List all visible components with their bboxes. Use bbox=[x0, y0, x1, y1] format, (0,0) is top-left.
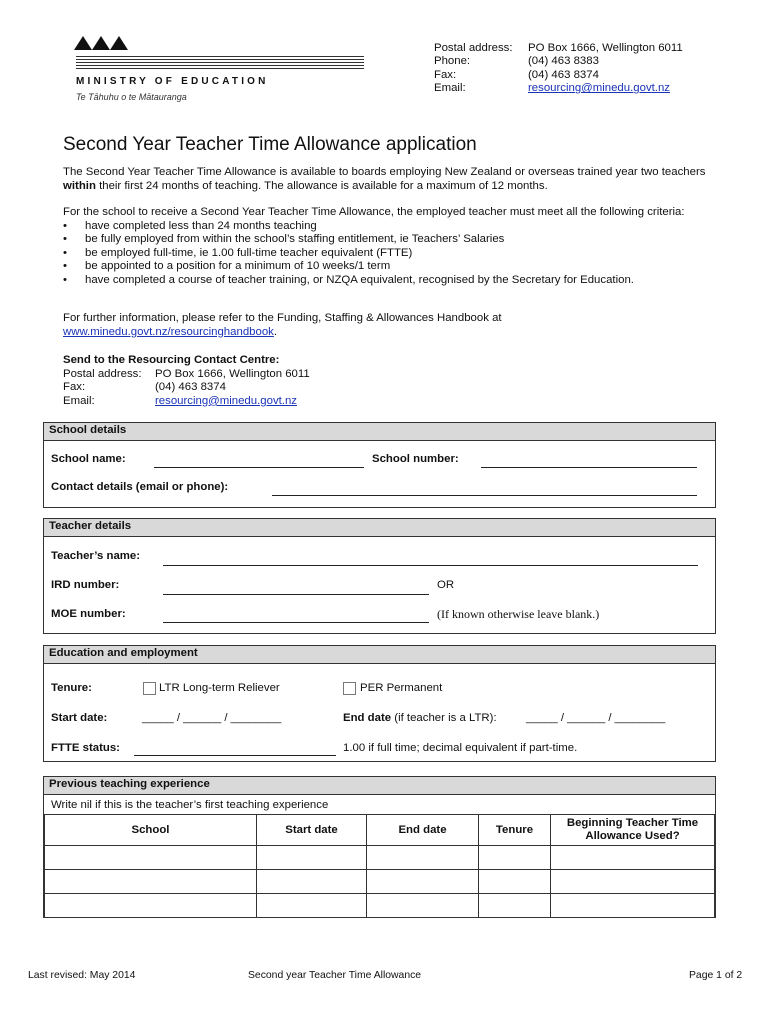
footer-title: Second year Teacher Time Allowance bbox=[248, 970, 422, 981]
table-row bbox=[45, 894, 715, 918]
table-cell[interactable] bbox=[367, 846, 479, 870]
handbook-link[interactable]: www.minedu.govt.nz/resourcinghandbook bbox=[63, 325, 274, 338]
table-cell[interactable] bbox=[45, 846, 257, 870]
ltr-option-label: LTR Long-term Reliever bbox=[159, 682, 280, 694]
intro-bold: within bbox=[63, 179, 96, 192]
send-label: Email: bbox=[63, 394, 95, 407]
ftte-note: 1.00 if full time; decimal equivalent if part-time. bbox=[343, 742, 578, 754]
ministry-name: MINISTRY OF EDUCATION bbox=[76, 76, 269, 87]
column-header: Start date bbox=[257, 815, 367, 846]
send-heading: Send to the Resourcing Contact Centre: bbox=[63, 354, 280, 366]
tenure-label: Tenure: bbox=[51, 682, 92, 694]
end-date-note: (if teacher is a LTR): bbox=[391, 712, 497, 724]
section-heading: Education and employment bbox=[44, 646, 715, 664]
table-cell[interactable] bbox=[479, 846, 551, 870]
maori-name: Te Tāhuhu o te Mātauranga bbox=[76, 92, 187, 102]
table-cell[interactable] bbox=[551, 894, 715, 918]
further-info bbox=[63, 312, 723, 339]
moe-number-field[interactable] bbox=[163, 622, 429, 623]
table-cell[interactable] bbox=[257, 846, 367, 870]
contact-details-field[interactable] bbox=[272, 495, 697, 496]
school-name-field[interactable] bbox=[154, 467, 364, 468]
teacher-name-label: Teacher’s name: bbox=[51, 550, 141, 562]
contact-value: (04) 463 8383 bbox=[528, 55, 599, 68]
intro-text: their first 24 months of teaching. The allowance is available for a maximum of 12 months. bbox=[95, 179, 548, 192]
ltr-checkbox[interactable] bbox=[143, 682, 156, 695]
ftte-status-field[interactable] bbox=[134, 755, 336, 756]
teacher-details-section bbox=[43, 518, 716, 634]
school-name-label: School name: bbox=[51, 453, 126, 465]
table-cell[interactable] bbox=[45, 870, 257, 894]
footer-revised: Last revised: May 2014 bbox=[28, 970, 136, 981]
school-number-label: School number: bbox=[372, 453, 459, 465]
list-item: • be employed full-time, ie 1.00 full-time teacher equivalent (FTTE) bbox=[63, 247, 723, 261]
school-details-section bbox=[43, 422, 716, 508]
list-item: • be appointed to a position for a minimum of 10 weeks/1 term bbox=[63, 260, 723, 274]
contact-value: PO Box 1666, Wellington 6011 bbox=[528, 42, 683, 54]
contact-label: Fax: bbox=[434, 68, 457, 81]
or-text: OR bbox=[437, 579, 455, 591]
school-number-field[interactable] bbox=[481, 467, 697, 468]
end-date-bold: End date bbox=[343, 712, 392, 724]
send-label: Postal address: bbox=[63, 367, 142, 380]
column-header: End date bbox=[367, 815, 479, 846]
table-cell[interactable] bbox=[257, 870, 367, 894]
send-to-section bbox=[63, 354, 310, 408]
table-row bbox=[45, 870, 715, 894]
education-employment-section bbox=[43, 645, 716, 762]
previous-experience-section bbox=[43, 776, 716, 918]
table-row bbox=[45, 846, 715, 870]
table-cell[interactable] bbox=[367, 870, 479, 894]
footer-page: Page 1 of 2 bbox=[689, 970, 743, 981]
end-date-field[interactable]: _____ / ______ / ________ bbox=[526, 712, 666, 724]
per-checkbox[interactable] bbox=[343, 682, 356, 695]
logo-text bbox=[74, 36, 374, 108]
start-date-label: Start date: bbox=[51, 712, 108, 724]
ird-number-field[interactable] bbox=[163, 594, 429, 595]
moe-hint: (If known otherwise leave blank.) bbox=[437, 607, 600, 621]
column-header: Beginning Teacher Time Allowance Used? bbox=[551, 815, 715, 846]
section-heading: Previous teaching experience bbox=[44, 777, 715, 795]
table-cell[interactable] bbox=[367, 894, 479, 918]
contact-value: (04) 463 8374 bbox=[528, 68, 599, 81]
contact-label: Postal address: bbox=[434, 42, 513, 54]
table-cell[interactable] bbox=[479, 894, 551, 918]
send-value: PO Box 1666, Wellington 6011 bbox=[155, 367, 310, 380]
criteria-intro: For the school to receive a Second Year Teacher Time Allowance, the employed teacher must meet all the following criteria: bbox=[63, 206, 685, 218]
criteria-paragraph bbox=[63, 206, 723, 288]
table-cell[interactable] bbox=[45, 894, 257, 918]
criteria-list bbox=[63, 220, 723, 288]
email-link[interactable]: resourcing@minedu.govt.nz bbox=[528, 82, 670, 95]
contact-details-label: Contact details (email or phone): bbox=[51, 481, 229, 493]
previous-note: Write nil if this is the teacher’s first teaching experience bbox=[51, 799, 329, 811]
intro-paragraph bbox=[63, 166, 723, 193]
contact-label: Phone: bbox=[434, 55, 471, 68]
teacher-name-field[interactable] bbox=[163, 565, 698, 566]
contact-label: Email: bbox=[434, 82, 466, 95]
send-value: (04) 463 8374 bbox=[155, 381, 226, 394]
start-date-field[interactable]: _____ / ______ / ________ bbox=[142, 712, 282, 724]
page-title: Second Year Teacher Time Allowance application bbox=[63, 134, 477, 155]
header-contact bbox=[434, 42, 683, 96]
send-label: Fax: bbox=[63, 381, 86, 394]
send-email-link[interactable]: resourcing@minedu.govt.nz bbox=[155, 394, 297, 407]
moe-number-label: MOE number: bbox=[51, 608, 126, 620]
table-cell[interactable] bbox=[551, 870, 715, 894]
table-cell[interactable] bbox=[257, 894, 367, 918]
list-item: • have completed a course of teacher training, or NZQA equivalent, recognised by the Secretary for Education. bbox=[63, 274, 723, 288]
list-item: • be fully employed from within the school’s staffing entitlement, ie Teachers’ Salaries bbox=[63, 233, 723, 247]
list-item: • have completed less than 24 months teaching bbox=[63, 220, 723, 234]
ird-number-label: IRD number: bbox=[51, 579, 120, 591]
column-header: Tenure bbox=[479, 815, 551, 846]
section-heading: School details bbox=[44, 423, 715, 441]
previous-experience-table bbox=[44, 814, 715, 918]
per-option-label: PER Permanent bbox=[360, 682, 443, 694]
section-heading: Teacher details bbox=[44, 519, 715, 537]
further-info-text: For further information, please refer to the Funding, Staffing & Allowances Handbook at bbox=[63, 312, 502, 324]
table-cell[interactable] bbox=[479, 870, 551, 894]
intro-text: The Second Year Teacher Time Allowance is available to boards employing New Zealand or overseas trained year two teachers bbox=[63, 166, 706, 178]
end-date-label bbox=[343, 712, 497, 724]
period: . bbox=[273, 325, 278, 338]
table-cell[interactable] bbox=[551, 846, 715, 870]
column-header: School bbox=[45, 815, 257, 846]
ftte-status-label: FTTE status: bbox=[51, 742, 120, 754]
